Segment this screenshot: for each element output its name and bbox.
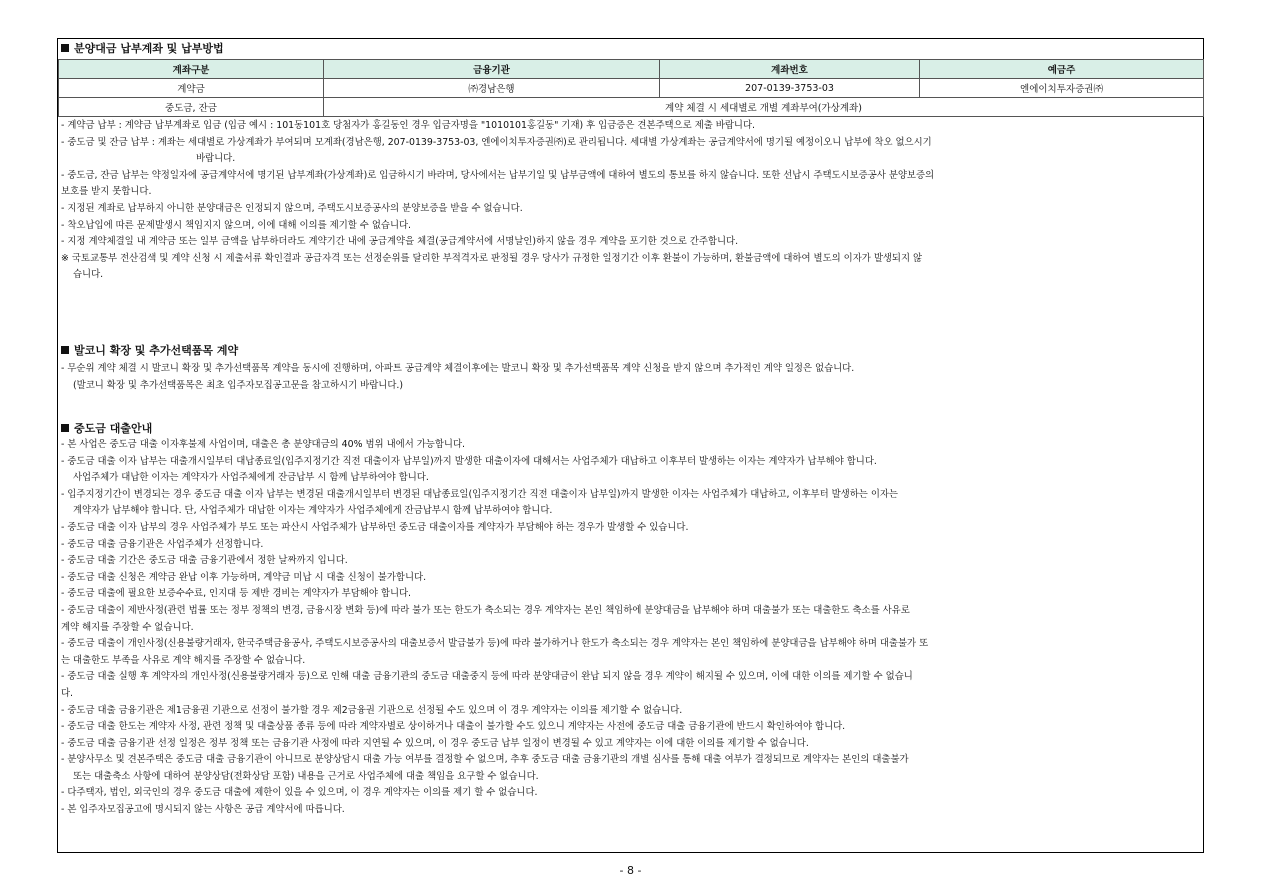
loan-notes <box>61 437 1200 819</box>
section-title-balcony <box>61 344 238 358</box>
note-line: 습니다. <box>73 269 104 281</box>
square-bullet-icon <box>61 424 69 432</box>
note-line: - 중도금 대출 실행 후 계약자의 개인사정(신용불량거래자 등)으로 인해 대출 금융기관의 중도금 대출중지 등에 따라 분양대금이 완납 되지 않을 경우 계약이 해지될 수 있으며, 이에 대한 이의를 제기할 수 없습니 <box>61 671 913 683</box>
table-header-row <box>59 60 1204 79</box>
note-line: 다. <box>61 687 74 699</box>
note-line: 계약자가 납부해야 합니다. 단, 사업주체가 대납한 이자는 계약자가 사업주체에게 잔금납부시 함께 납부하여야 합니다. <box>73 505 553 517</box>
note-line: - 중도금 대출 이자 납부는 대출개시일부터 대납종료일(입주지정기간 직전 대출이자 납부일)까지 발생한 대출이자에 대해서는 사업주체가 대납하고 이후부터 발생하는 이자는 계약자가 납부해야 합니다. <box>61 455 877 467</box>
section-title-text: 발코니 확장 및 추가선택품목 계약 <box>74 344 239 357</box>
note-line: - 중도금 대출 금융기관은 제1금융권 기관으로 선정이 불가할 경우 제2금융권 기관으로 선정될 수도 있으며 이 경우 계약자는 이의를 제기할 수 없습니다. <box>61 704 683 716</box>
note-line: (발코니 확장 및 추가선택품목은 최초 입주자모집공고문을 참고하시기 바랍니다.) <box>73 379 404 391</box>
table-row <box>59 79 1204 98</box>
section-title-text: 중도금 대출안내 <box>74 422 153 435</box>
section-title-text: 분양대금 납부계좌 및 납부방법 <box>74 42 224 55</box>
note-line: ※ 국토교통부 전산검색 및 계약 신청 시 제출서류 확인결과 공급자격 또는 선정순위를 달리한 부적격자로 판정될 경우 당사가 규정한 일정기간 이후 환불이 가능하며, 환불금액에 대하여 별도의 이자가 발생되지 않 <box>61 252 923 264</box>
note-line: - 입주지정기간이 변경되는 경우 중도금 대출 이자 납부는 변경된 대출개시일부터 변경된 대납종료일(입주지정기간 직전 대출이자 납부일)까지 발생한 이자는 사업주체가 대납하고, 이후부터 발생하는 이자는 <box>61 488 898 500</box>
table-header: 금융기관 <box>324 60 660 79</box>
section-title-loan <box>61 422 152 436</box>
note-line: - 중도금 대출이 제반사정(관련 법률 또는 정부 정책의 변경, 금융시장 변화 등)에 따라 불가 또는 한도가 축소되는 경우 계약자는 본인 책임하에 분양대금을 납부해야 하며 대출불가 또는 대출한도 축소를 사유로 <box>61 604 910 616</box>
table-cell: 계약 체결 시 세대별로 개별 계좌부여(가상계좌) <box>324 98 1204 117</box>
table-cell: ㈜경남은행 <box>324 79 660 98</box>
note-line: - 본 입주자모집공고에 명시되지 않는 사항은 공급 계약서에 따릅니다. <box>61 804 345 816</box>
note-line: 계약 해지를 주장할 수 없습니다. <box>61 621 194 633</box>
table-cell: 엔에이치투자증권㈜ <box>920 79 1204 98</box>
page-number: - 8 - <box>619 864 642 877</box>
note-line: - 중도금 대출 이자 납부의 경우 사업주체가 부도 또는 파산시 사업주체가 납부하던 중도금 대출이자를 계약자가 부담해야 하는 경우가 발생할 수 있습니다. <box>61 521 689 533</box>
note-line: - 분양사무소 및 견본주택은 중도금 대출 금융기관이 아니므로 분양상담시 대출 가능 여부를 결정할 수 없으며, 추후 중도금 대출 금융기관의 개별 심사를 통해 대출 여부가 결정되므로 계약자는 본인의 대출불가 <box>61 754 909 766</box>
square-bullet-icon <box>61 346 69 354</box>
table-row <box>59 98 1204 117</box>
note-line: 사업주체가 대납한 이자는 계약자가 사업주체에게 잔금납부 시 함께 납부하여야 합니다. <box>73 472 429 484</box>
table-cell: 계약금 <box>59 79 324 98</box>
table-cell: 207-0139-3753-03 <box>660 79 920 98</box>
note-line: - 다주택자, 법인, 외국인의 경우 중도금 대출에 제한이 있을 수 있으며, 이 경우 계약자는 이의를 제기 할 수 없습니다. <box>61 787 538 799</box>
payment-notes <box>61 118 1200 284</box>
table-header: 예금주 <box>920 60 1204 79</box>
note-line: 보호를 받지 못합니다. <box>61 186 152 198</box>
note-line: - 중도금 대출 한도는 계약자 사정, 관련 정책 및 대출상품 종류 등에 따라 계약자별로 상이하거나 대출이 불가할 수도 있으니 계약자는 사전에 중도금 대출 금융기관에 반드시 확인하여야 합니다. <box>61 721 846 733</box>
table-header: 계좌번호 <box>660 60 920 79</box>
note-line: - 지정된 계좌로 납부하지 아니한 분양대금은 인정되지 않으며, 주택도시보증공사의 분양보증을 받을 수 없습니다. <box>61 202 523 214</box>
notice-frame <box>57 38 1204 853</box>
note-line: 는 대출한도 부족을 사유로 계약 해지를 주장할 수 없습니다. <box>61 654 306 666</box>
note-line: - 중도금, 잔금 납부는 약정일자에 공급계약서에 명기된 납부계좌(가상계좌)로 입금하시기 바라며, 당사에서는 납부기일 및 납부금액에 대하여 별도의 통보를 하지 않습니다. 또한 선납시 주택도시보증공사 분양보증의 <box>61 169 935 181</box>
square-bullet-icon <box>61 44 69 52</box>
note-line: - 중도금 대출 신청은 계약금 완납 이후 가능하며, 계약금 미납 시 대출 신청이 불가합니다. <box>61 571 427 583</box>
note-line: - 중도금 대출에 필요한 보증수수료, 인지대 등 제반 경비는 계약자가 부담해야 합니다. <box>61 588 412 600</box>
note-line: - 무순위 계약 체결 시 발코니 확장 및 추가선택품목 계약을 동시에 진행하며, 아파트 공급계약 체결이후에는 발코니 확장 및 추가선택품목 계약 신청을 받지 않으며 추가적인 계약 일정은 없습니다. <box>61 363 855 374</box>
note-line: - 지정 계약체결일 내 계약금 또는 일부 금액을 납부하더라도 계약기간 내에 공급계약을 체결(공급계약서에 서명날인)하지 않을 경우 계약을 포기한 것으로 간주합니다. <box>61 236 739 248</box>
note-line: - 본 사업은 중도금 대출 이자후불제 사업이며, 대출은 총 분양대금의 40% 범위 내에서 가능합니다. <box>61 439 466 450</box>
table-cell: 중도금, 잔금 <box>59 98 324 117</box>
note-line: 바랍니다. <box>196 153 236 165</box>
note-line: - 착오납입에 따른 문제발생시 책임지지 않으며, 이에 대해 이의를 제기할 수 없습니다. <box>61 219 412 231</box>
balcony-notes <box>61 361 1200 394</box>
table-header: 계좌구분 <box>59 60 324 79</box>
account-table <box>58 59 1204 117</box>
note-line: - 중도금 및 잔금 납부 : 계좌는 세대별로 가상계좌가 부여되며 모계좌(경남은행, 207-0139-3753-03, 엔에이치투자증권㈜)로 관리됩니다. 세대별 가상계좌는 공급계약서에 명기될 예정이오니 납부에 착오 없으시기 <box>61 136 932 148</box>
note-line: - 중도금 대출 금융기관은 사업주체가 선정합니다. <box>61 538 264 550</box>
note-line: - 중도금 대출 기간은 중도금 대출 금융기관에서 정한 날짜까지 입니다. <box>61 555 348 567</box>
note-line: 또는 대출축소 사항에 대하여 분양상담(전화상담 포함) 내용을 근거로 사업주체에 대출 책임을 요구할 수 없습니다. <box>73 770 539 782</box>
note-line: - 중도금 대출 금융기관 선정 일정은 정부 정책 또는 금융기관 사정에 따라 지연될 수 있으며, 이 경우 중도금 납부 일정이 변경될 수 있고 계약자는 이에 대한 이의를 제기할 수 없습니다. <box>61 737 809 749</box>
note-line: - 계약금 납부 : 계약금 납부계좌로 입금 (입금 예시 : 101동101호 당첨자가 홍길동인 경우 입금자명을 "1010101홍길동" 기재) 후 입금증은 견본주택으로 제출 바랍니다. <box>61 120 756 131</box>
note-line: - 중도금 대출이 개인사정(신용불량거래자, 한국주택금융공사, 주택도시보증공사의 대출보증서 발급불가 등)에 따라 불가하거나 한도가 축소되는 경우 계약자는 본인 책임하에 분양대금을 납부해야 하며 대출불가 또 <box>61 638 929 650</box>
section-title-payment <box>61 42 224 56</box>
